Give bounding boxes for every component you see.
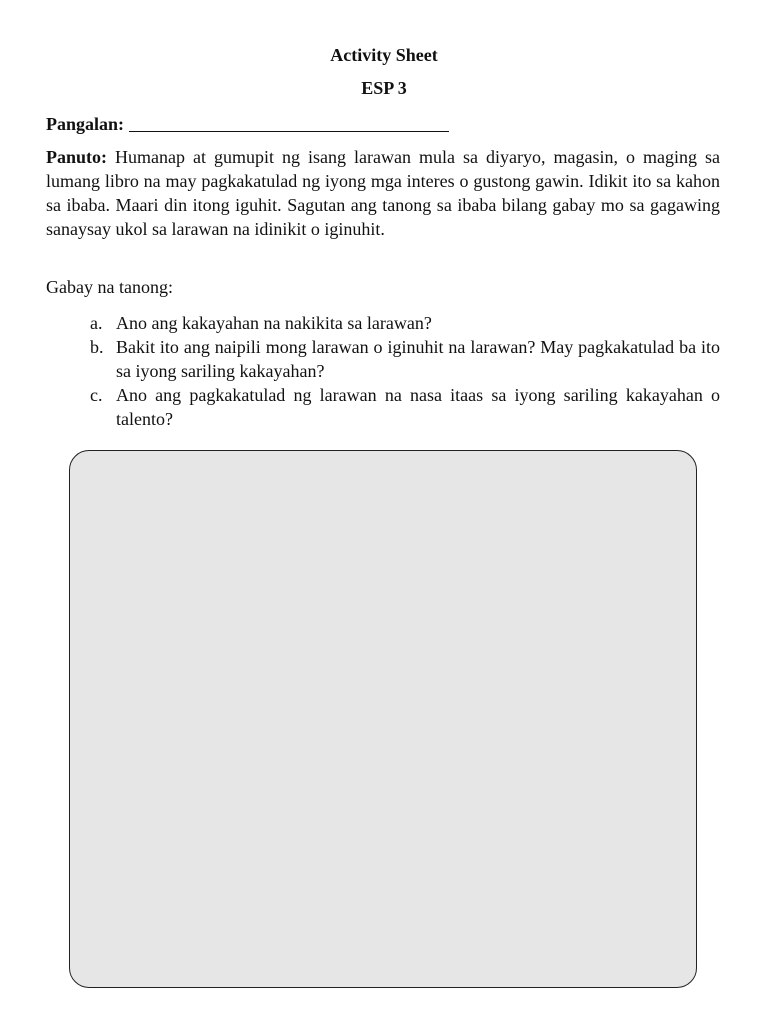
question-marker: a. bbox=[90, 313, 103, 333]
guide-question bbox=[90, 311, 720, 335]
guide-question bbox=[90, 383, 720, 431]
question-marker: c. bbox=[90, 385, 103, 405]
guide-question bbox=[90, 335, 720, 383]
instructions-label: Panuto: bbox=[46, 147, 108, 167]
guide-heading: Gabay na tanong: bbox=[46, 277, 173, 297]
instructions-text: Humanap at gumupit ng isang larawan mula sa diyaryo, magasin, o maging sa lumang libro na may pagkakatulad ng iyong mga interes o gustong gawin. Idikit ito sa kahon sa ibaba. Maari din itong iguhit. Sagutan ang tanong sa ibaba bilang gabay mo sa gagawing sanaysay ukol sa larawan na idinikit o iginuhit. bbox=[46, 147, 721, 239]
question-marker: b. bbox=[90, 337, 104, 357]
name-field bbox=[46, 113, 449, 135]
picture-box[interactable] bbox=[69, 450, 697, 988]
subject-title: ESP 3 bbox=[361, 78, 407, 98]
instructions-paragraph bbox=[46, 145, 720, 241]
name-label: Pangalan: bbox=[46, 114, 125, 134]
name-blank-line[interactable] bbox=[129, 113, 449, 132]
sheet-title: Activity Sheet bbox=[330, 45, 438, 65]
question-text: Bakit ito ang naipili mong larawan o iginuhit na larawan? May pagkakatulad ba ito sa iyong sariling kakayahan? bbox=[116, 337, 720, 381]
question-text: Ano ang kakayahan na nakikita sa larawan? bbox=[116, 313, 432, 333]
guide-question-list bbox=[90, 311, 720, 431]
question-text: Ano ang pagkakatulad ng larawan na nasa itaas sa iyong sariling kakayahan o talento? bbox=[116, 385, 720, 429]
